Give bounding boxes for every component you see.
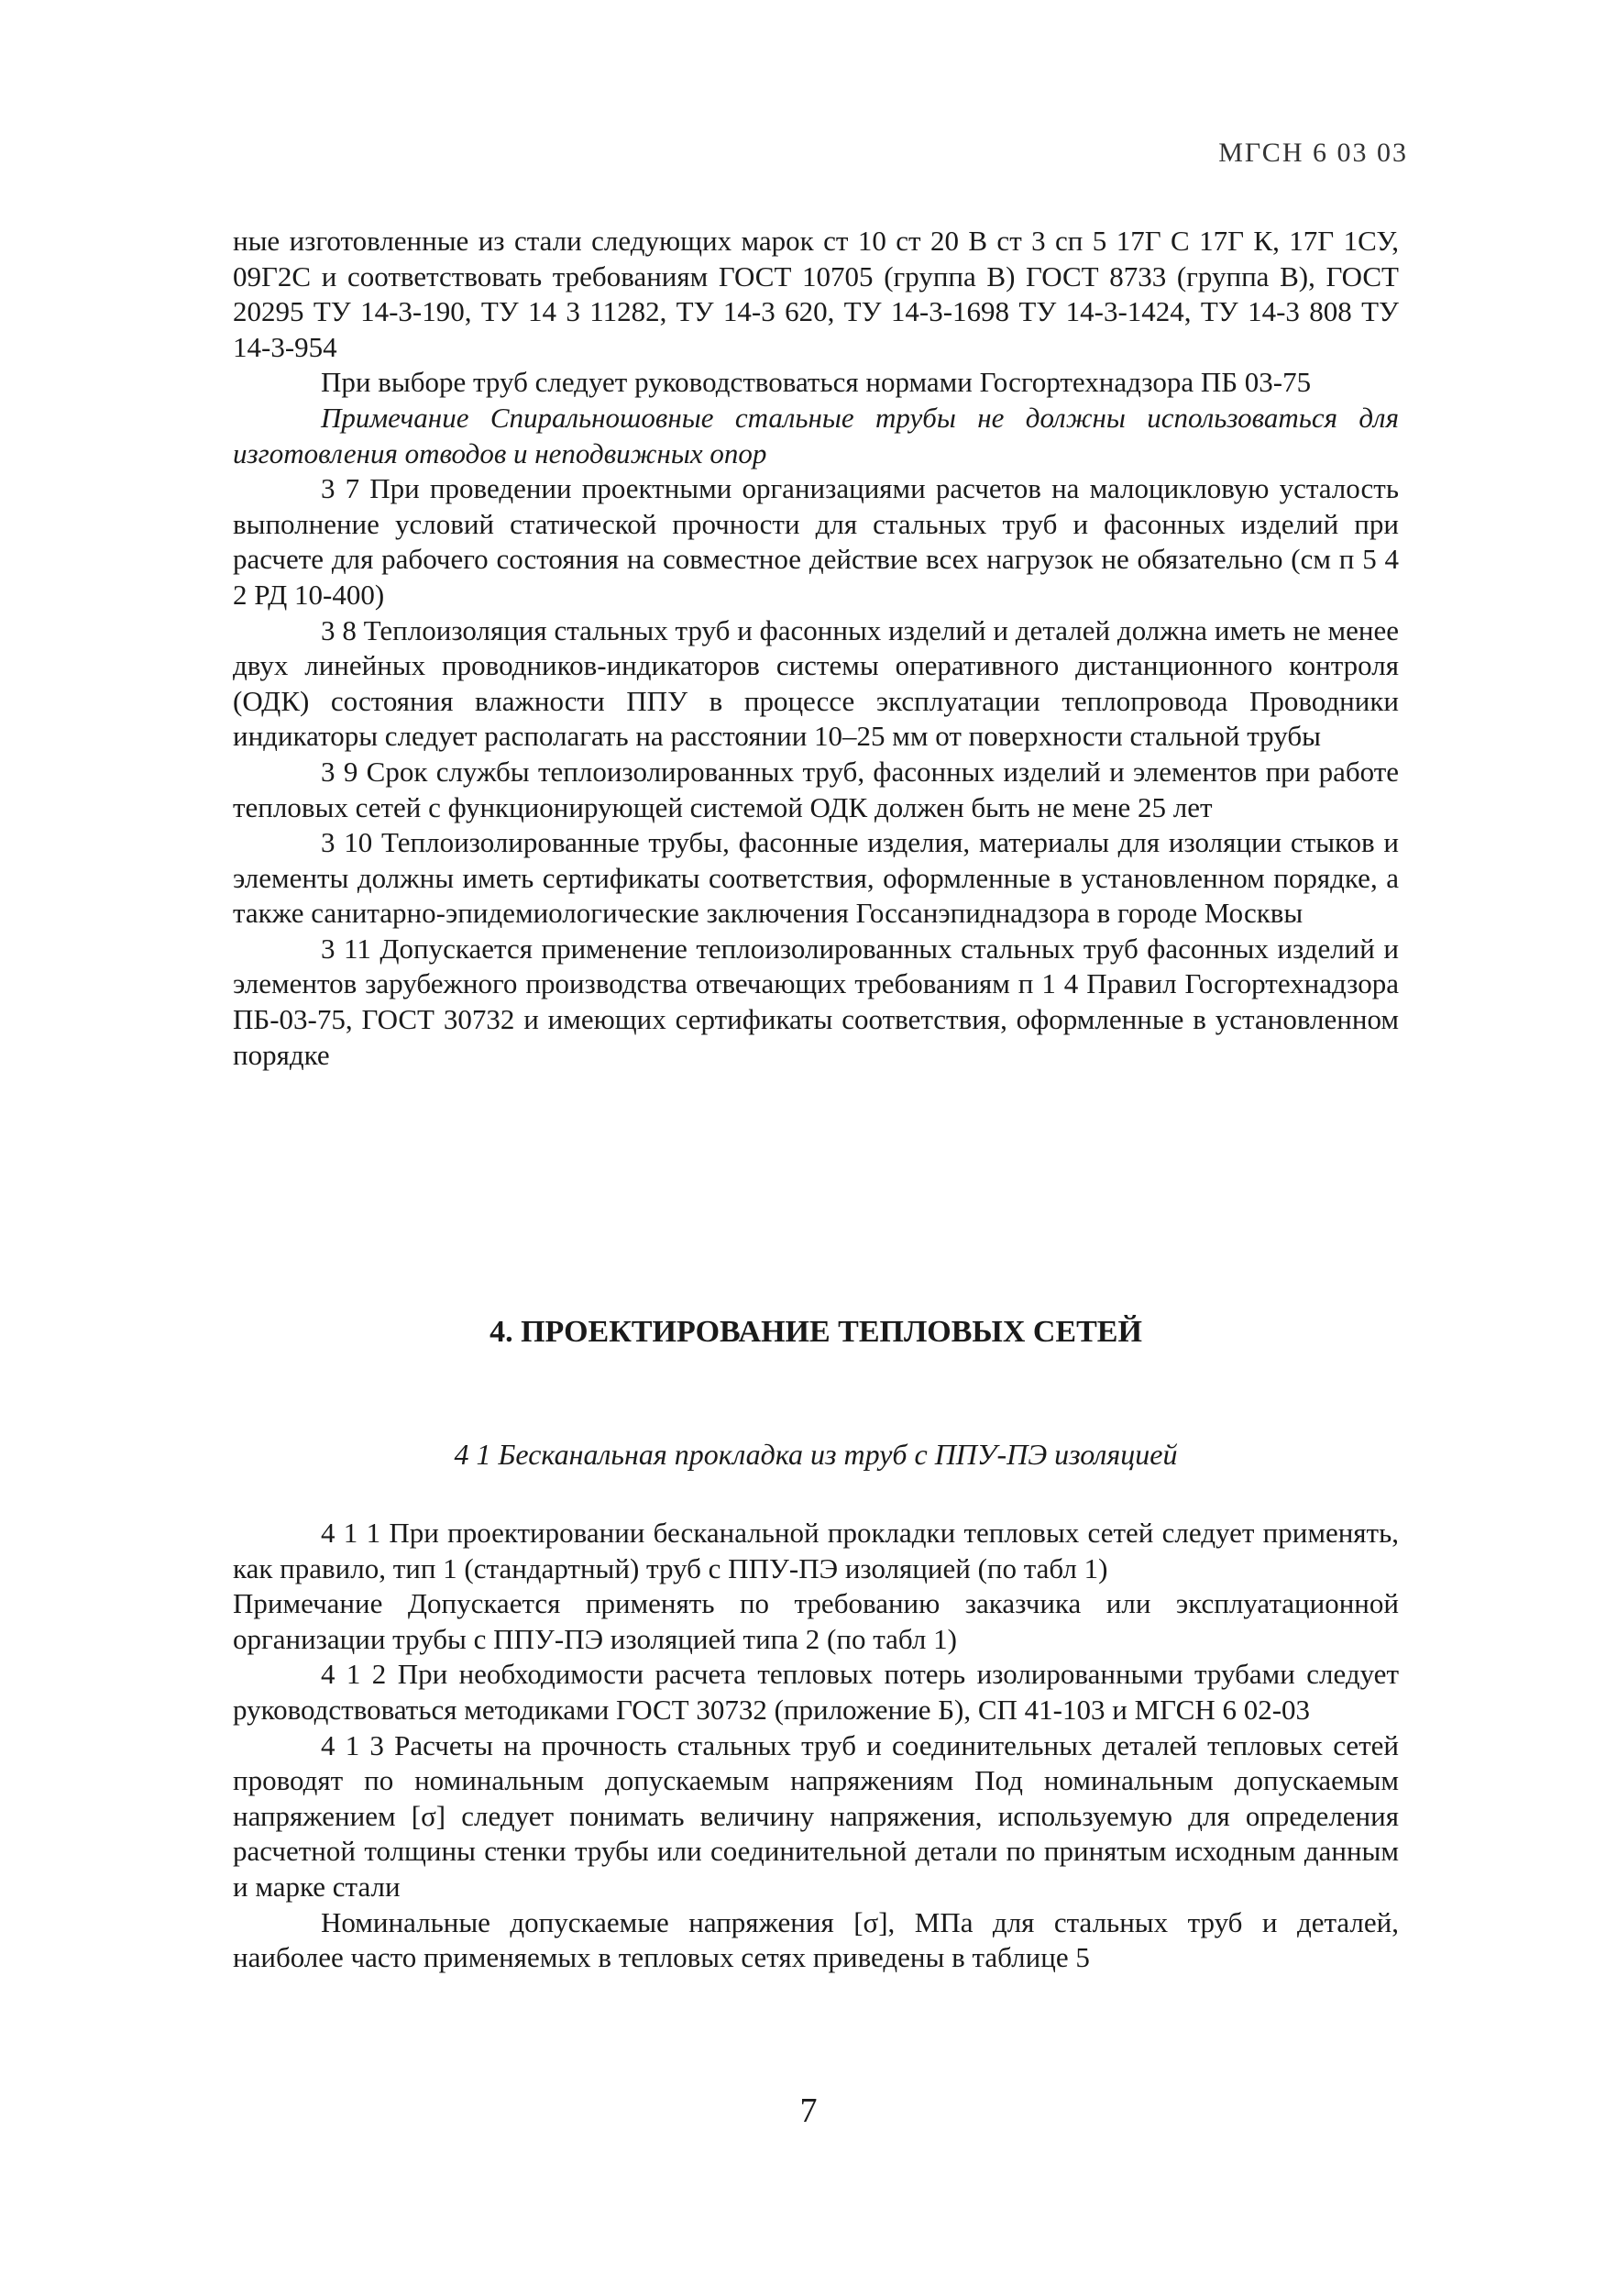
- section-4-1-body: [233, 1516, 1399, 1976]
- paragraph-3-8: 3 8 Теплоизоляция стальных труб и фасонных изделий и деталей должна иметь не менее двух линейных проводников-индикаторов системы оперативного дистанционного контроля (ОДК) состояния влажности ППУ в процессе эксплуатации теплопровода Проводники индикаторы следует располагать на расстоянии 10–25 мм от поверхности стальной трубы: [233, 613, 1399, 753]
- paragraph-note-spiral-pipes: Примечание Спиральношовные стальные трубы не должны использоваться для изготовления отводов и неподвижных опор: [233, 401, 1399, 469]
- section-4-title: 4. ПРОЕКТИРОВАНИЕ ТЕПЛОВЫХ СЕТЕЙ: [490, 1315, 1142, 1349]
- paragraph-4-1-1: 4 1 1 При проектировании бесканальной прокладки тепловых сетей следует применять, как правило, тип 1 (стандартный) труб с ППУ-ПЭ изоляцией (по табл 1): [233, 1517, 1399, 1584]
- paragraph-steel-grades: ные изготовленные из стали следующих марок ст 10 ст 20 В ст 3 сп 5 17Г С 17Г К, 17Г 1СУ, 09Г2С и соответствовать требованиям ГОСТ 10705 (группа В) ГОСТ 8733 (группа В), ГОСТ 20295 ТУ 14-3-190, ТУ 14 3 11282, ТУ 14-3 620, ТУ 14-3-1698 ТУ 14-3-1424, ТУ 14-3 808 ТУ 14-3-954: [233, 225, 1399, 363]
- paragraph-3-11: 3 11 Допускается применение теплоизолированных стальных труб фасонных изделий и элементов зарубежного производства отвечающих требованиям п 1 4 Правил Госгортехнадзора ПБ-03-75, ГОСТ 30732 и имеющих сертификаты соответствия, оформленные в установленном порядке: [233, 932, 1399, 1071]
- paragraph-note-type-2: Примечание Допускается применять по требованию заказчика или эксплуатационной организации трубы с ППУ-ПЭ изоляцией типа 2 (по табл 1): [233, 1587, 1399, 1655]
- paragraph-3-9: 3 9 Срок службы теплоизолированных труб, фасонных изделий и элементов при работе тепловых сетей с функционирующей системой ОДК должен быть не мене 25 лет: [233, 755, 1399, 823]
- section-3-continuation: [233, 224, 1399, 1073]
- paragraph-pipe-selection: При выборе труб следует руководствоваться нормами Госгортехнадзора ПБ 03-75: [321, 366, 1312, 399]
- subsection-4-1-title: 4 1 Бесканальная прокладка из труб с ППУ-ПЭ изоляцией: [454, 1438, 1178, 1471]
- paragraph-allowable-stress: Номинальные допускаемые напряжения [σ], МПа для стальных труб и деталей, наиболее часто применяемых в тепловых сетях приведены в таблице 5: [233, 1905, 1399, 1974]
- paragraph-4-1-2: 4 1 2 При необходимости расчета тепловых потерь изолированными трубами следует руководствоваться методиками ГОСТ 30732 (приложение Б), СП 41-103 и МГСН 6 02-03: [233, 1658, 1399, 1726]
- paragraph-3-10: 3 10 Теплоизолированные трубы, фасонные изделия, материалы для изоляции стыков и элементы должны иметь сертификаты соответствия, оформленные в установленном порядке, а также санитарно-эпидемиологические заключения Госсанэпиднадзора в городе Москвы: [233, 826, 1399, 930]
- document-code-header: МГСН 6 03 03: [1218, 138, 1408, 168]
- paragraph-4-1-3: 4 1 3 Расчеты на прочность стальных труб и соединительных деталей тепловых сетей проводят по номинальным допускаемым напряжениям Под номинальным допускаемым напряжением [σ] следует понимать величину напряжения, используемую для определения расчетной толщины стенки трубы или соединительной детали по принятым исходным данным и марке стали: [233, 1728, 1399, 1903]
- page-number: 7: [799, 2092, 818, 2130]
- paragraph-3-7: 3 7 При проведении проектными организациями расчетов на малоцикловую усталость выполнение условий статической прочности для стальных труб и фасонных изделий при расчете для рабочего состояния на совместное действие всех нагрузок не обязательно (см п 5 4 2 РД 10-400): [233, 472, 1399, 611]
